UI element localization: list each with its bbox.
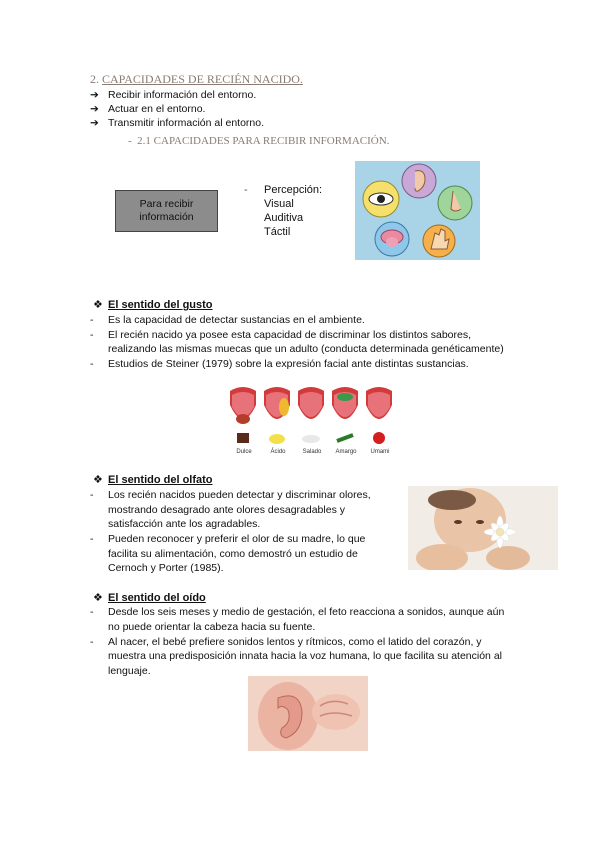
bullet-text: muestra una predisposición innata hacia la voz humana, lo que facilita su atención al (108, 650, 502, 662)
bullet-dash: - (90, 329, 94, 341)
section-title: CAPACIDADES DE RECIÉN NACIDO. (102, 72, 303, 86)
subheading (128, 135, 389, 147)
info-box (115, 190, 218, 232)
tongue-label: Dulce (236, 449, 252, 455)
subheading-text: 2.1 CAPACIDADES PARA RECIBIR INFORMACIÓN. (137, 135, 390, 147)
arrow-item-text: Transmitir información al entorno. (108, 117, 265, 129)
bullet-dash: - (90, 606, 94, 618)
tongue-acido (264, 387, 290, 444)
ear-icon (402, 164, 436, 198)
tongue-umami (366, 387, 392, 444)
bullet-text: Es la capacidad de detectar sustancias en el ambiente. (108, 314, 365, 326)
bullet-text: Al nacer, el bebé prefiere sonidos lentos y rítmicos, como el latido del corazón, y (108, 636, 482, 648)
diamond-icon: ❖ (93, 592, 103, 604)
gusto-title-text: El sentido del gusto (108, 299, 213, 311)
bullet-text: Desde los seis meses y medio de gestación, el feto reacciona a sonidos, aunque aún (108, 606, 505, 618)
arrow-list-item (90, 103, 205, 116)
diamond-icon: ❖ (93, 474, 103, 486)
diamond-icon: ❖ (93, 299, 103, 311)
perception-title: Percepción: (264, 184, 323, 196)
section-oido-title (93, 591, 206, 604)
olfato-title-text: El sentido del olfato (108, 474, 213, 486)
info-box-line: información (139, 211, 194, 223)
oido-title-text: El sentido del oído (108, 592, 206, 604)
tongue-label: Ácido (270, 449, 286, 455)
section-number: 2. (90, 72, 99, 86)
baby-smelling-flower-photo (408, 486, 558, 570)
arrow-list-item (90, 89, 256, 102)
tongue-label: Amargo (335, 449, 357, 455)
bullet-text: mostrando desagrado ante olores desagradables y (108, 504, 345, 516)
bullet-text: El recién nacido ya posee esta capacidad de discriminar los distintos sabores, (108, 329, 472, 341)
baby-ear-photo (248, 676, 368, 751)
bullet-dash: - (90, 489, 94, 501)
bullet-dash: - (90, 314, 94, 326)
arrow-icon: ➔ (90, 117, 99, 129)
section-heading (90, 72, 303, 87)
arrow-item-text: Actuar en el entorno. (108, 103, 206, 115)
bullet-text: realizando las mismas muecas que un adulto (conducta determinada genéticamente) (108, 343, 504, 355)
taste-tongues-illustration (228, 383, 396, 457)
bullet-text: Cernoch y Porter (1985). (108, 562, 224, 574)
perception-item: Táctil (264, 226, 291, 238)
eye-icon (363, 181, 399, 217)
perception-dash: - (244, 184, 248, 196)
tongue-amargo (332, 387, 358, 441)
bullet-dash: - (90, 533, 94, 545)
perception-item: Auditiva (264, 212, 304, 224)
bullet-text: Pueden reconocer y preferir el olor de su madre, lo que (108, 533, 366, 545)
perception-item: Visual (264, 198, 294, 210)
hand-icon (423, 225, 455, 257)
tongue-icon (375, 222, 409, 256)
tongue-dulce (230, 387, 256, 443)
bullet-text: satisfacción ante los agradables. (108, 518, 261, 530)
tongue-label: Salado (302, 449, 322, 455)
tongue-salado (298, 387, 324, 443)
arrow-item-text: Recibir información del entorno. (108, 89, 257, 101)
arrow-icon: ➔ (90, 89, 99, 101)
section-olfato-title (93, 473, 213, 486)
bullet-text: Los recién nacidos pueden detectar y discriminar olores, (108, 489, 371, 501)
bullet-text: no puede orientar la cabeza hacia su fuente. (108, 621, 316, 633)
bullet-dash: - (90, 636, 94, 648)
bullet-text: facilita su alimentación, como demostró un estudio de (108, 548, 358, 560)
senses-illustration (355, 161, 480, 260)
nose-icon (438, 186, 472, 220)
info-box-line: Para recibir (139, 198, 194, 210)
tongue-label: Umami (370, 449, 390, 455)
bullet-text: lenguaje. (108, 665, 151, 677)
arrow-icon: ➔ (90, 103, 99, 115)
bullet-dash: - (90, 358, 94, 370)
section-gusto-title (93, 298, 213, 311)
subheading-dash: - (128, 135, 132, 147)
arrow-list-item (90, 117, 264, 130)
bullet-text: Estudios de Steiner (1979) sobre la expresión facial ante distintas sustancias. (108, 358, 469, 370)
